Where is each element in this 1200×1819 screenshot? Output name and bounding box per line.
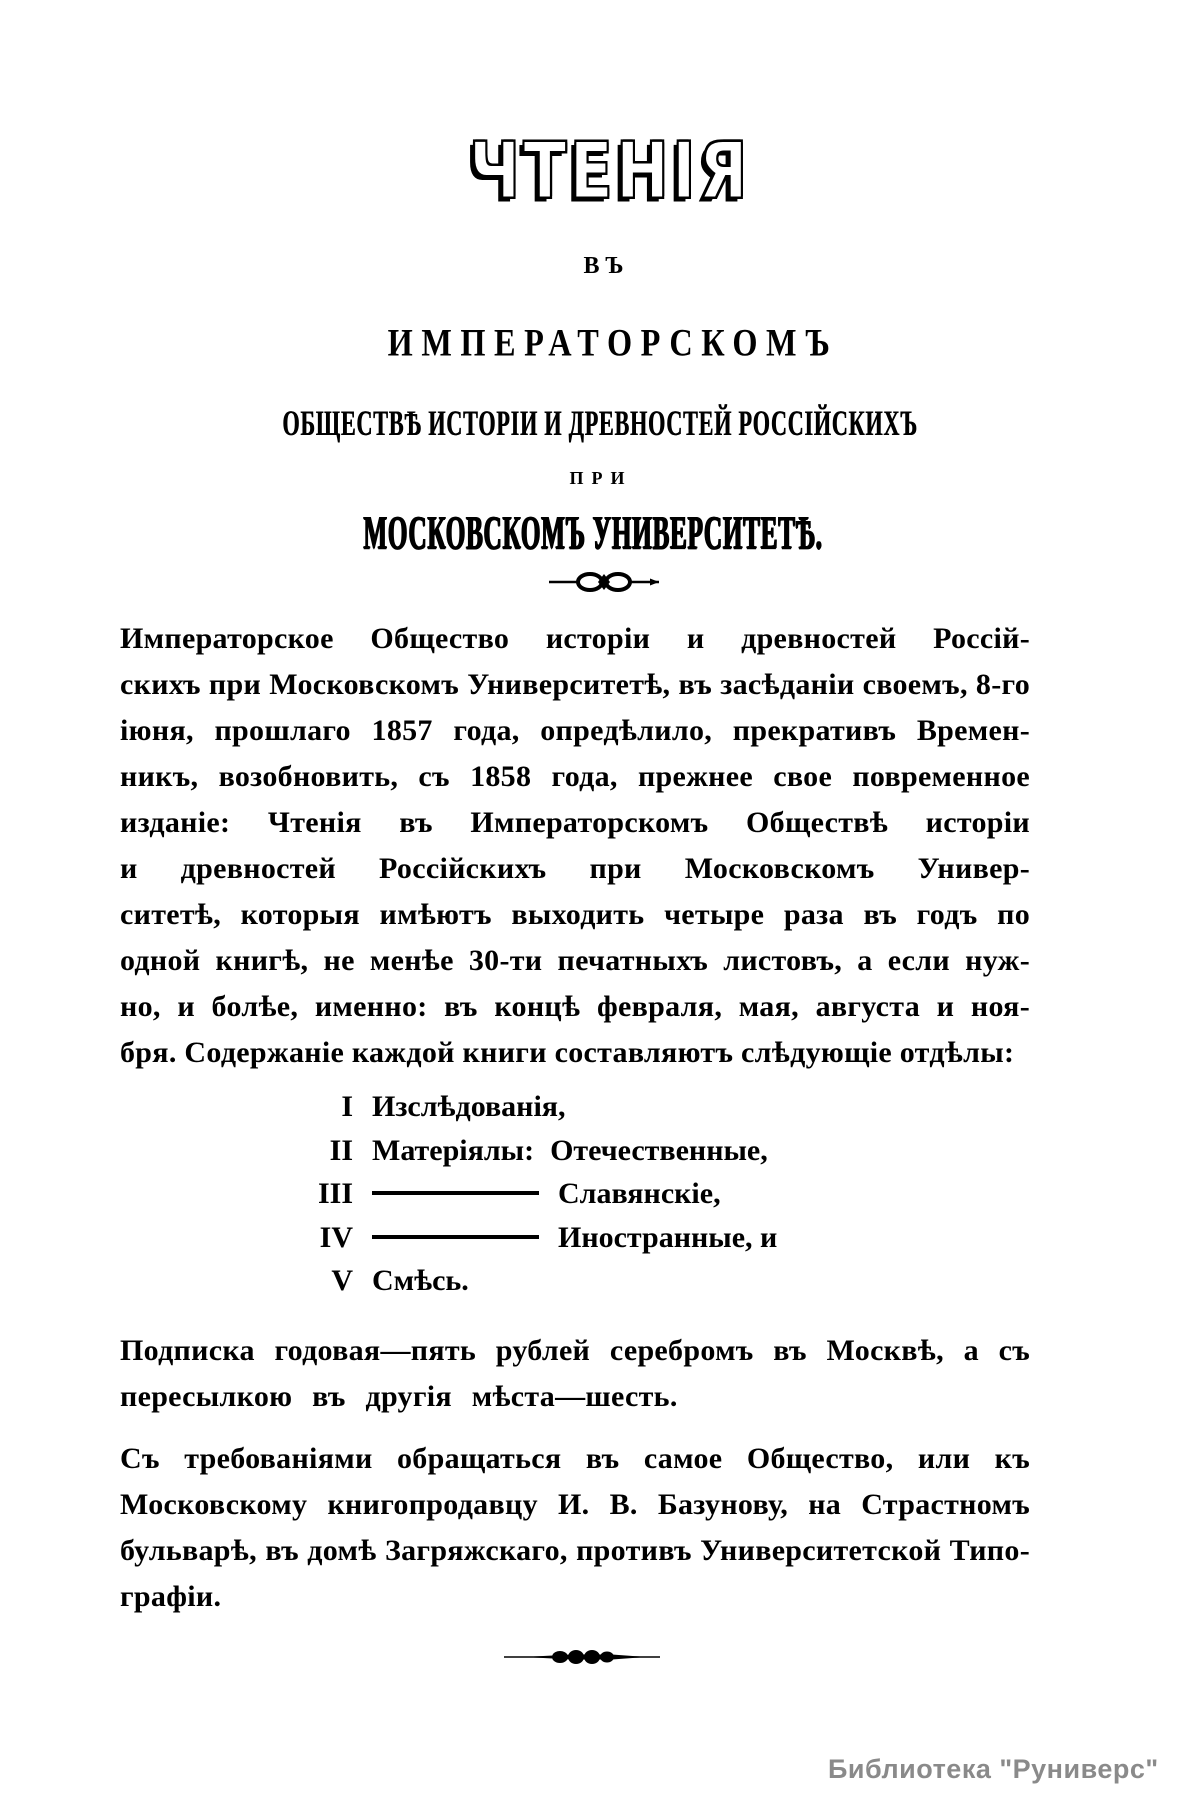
section-row bbox=[120, 1216, 1030, 1260]
text-line: одной книгѣ, не менѣе 30-ти печатныхъ листовъ, а если нуж- bbox=[120, 944, 1030, 977]
text-line: бульварѣ, въ домѣ Загряжскаго, противъ Университетской Типо- bbox=[120, 1534, 1030, 1567]
text-line: іюня, прошлаго 1857 года, опредѣлило, прекративъ Времен- bbox=[120, 714, 1030, 747]
orders-paragraph bbox=[120, 1436, 1030, 1620]
page-content-column bbox=[120, 0, 1030, 1819]
top-divider-ornament bbox=[548, 570, 660, 599]
text-line: графіи. bbox=[120, 1580, 222, 1613]
text-line: но, и болѣе, именно: въ концѣ февраля, мая, августа и ноя- bbox=[120, 990, 1030, 1023]
text-line: изданіе: Чтенія въ Императорскомъ Обществѣ исторіи bbox=[120, 806, 1030, 839]
text-line: Московскому книгопродавцу И. В. Базунову, на Страстномъ bbox=[120, 1488, 1030, 1521]
masthead-title: ЧТЕНІЯ bbox=[469, 126, 751, 217]
text-line: никъ, возобновить, съ 1858 года, прежнее свое повременное bbox=[120, 760, 1030, 793]
library-watermark: Библиотека "Руниверс" bbox=[828, 1754, 1159, 1784]
section-label: Изслѣдованія, bbox=[372, 1090, 566, 1123]
tapered-bead-rule-icon bbox=[502, 1648, 662, 1666]
section-label: Иностранные, и bbox=[558, 1220, 778, 1254]
section-label: Отечественные, bbox=[550, 1133, 768, 1167]
chain-link-rule-icon bbox=[548, 570, 660, 594]
section-label: Славянскіе, bbox=[558, 1177, 721, 1210]
section-numeral: V bbox=[331, 1264, 353, 1297]
section-numeral: III bbox=[317, 1177, 353, 1210]
text-line: Императорское Общество исторіи и древностей Россій- bbox=[120, 622, 1030, 655]
text-line: и древностей Россійскихъ при Московскомъ Универ- bbox=[120, 852, 1030, 885]
section-numeral: I bbox=[341, 1090, 353, 1123]
section-ditto-dash bbox=[372, 1191, 539, 1195]
section-numeral: IV bbox=[319, 1220, 353, 1254]
text-line: бря. Содержаніе каждой книги составляютъ слѣдующіе отдѣлы: bbox=[120, 1036, 1015, 1069]
section-row bbox=[120, 1172, 1030, 1216]
section-row bbox=[120, 1259, 1030, 1303]
subscription-paragraph bbox=[120, 1328, 1030, 1420]
masthead-at-line: ПРИ bbox=[569, 468, 633, 488]
text-line: пересылкою въ другія мѣста—шесть. bbox=[120, 1380, 678, 1413]
section-label: Смѣсь. bbox=[372, 1264, 469, 1297]
bottom-divider-ornament bbox=[502, 1648, 662, 1671]
section-numeral: II bbox=[329, 1133, 353, 1167]
section-row bbox=[120, 1085, 1030, 1129]
text-line: скихъ при Московскомъ Университетѣ, въ засѣданіи своемъ, 8-го bbox=[120, 668, 1030, 701]
masthead-university-line: МОСКОВСКОМЪ УНИВЕРСИТЕТѢ. bbox=[363, 508, 823, 560]
section-ditto-dash bbox=[372, 1235, 539, 1239]
intro-paragraph bbox=[120, 616, 1030, 1076]
section-prefix: Матеріялы: bbox=[372, 1133, 535, 1167]
sections-list bbox=[120, 1085, 1030, 1303]
text-line: Подписка годовая—пять рублей серебромъ въ Москвѣ, а съ bbox=[120, 1334, 1030, 1367]
masthead-imperial-line: ИМПЕРАТОРСКОМЪ bbox=[387, 322, 839, 365]
masthead-society-line: ОБЩЕСТВѢ ИСТОРІИ И ДРЕВНОСТЕЙ РОССІЙСКИХЪ bbox=[282, 404, 918, 445]
masthead-preposition: ВЪ bbox=[583, 253, 631, 279]
text-line: ситетѣ, которыя имѣютъ выходить четыре раза въ годъ по bbox=[120, 898, 1030, 931]
section-row bbox=[120, 1129, 1030, 1173]
text-line: Съ требованіями обращаться въ самое Общество, или къ bbox=[120, 1442, 1030, 1475]
